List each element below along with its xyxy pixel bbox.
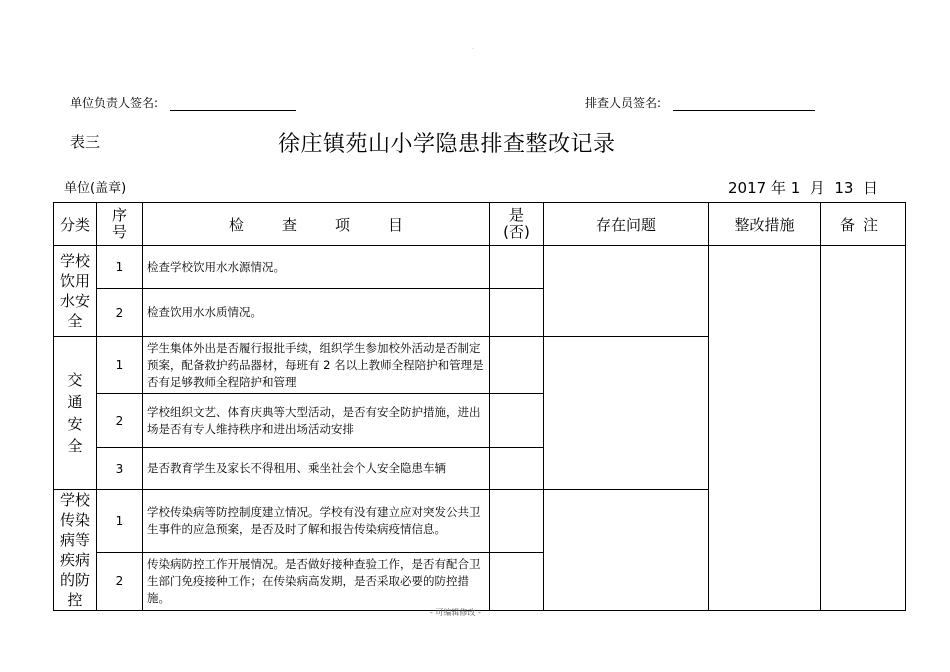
yesno-cell[interactable] [490,289,544,337]
inspector-signature [585,94,815,111]
yesno-cell[interactable] [490,337,544,394]
col-yesno: 是(否) [490,203,544,246]
inspector-signature-label: 排查人员签名: [585,96,662,110]
seq-cell: 3 [97,448,143,490]
category-cell: 交通安全 [54,337,97,490]
inspection-table [53,202,906,611]
col-category: 分类 [54,203,97,246]
col-measure: 整改措施 [709,203,821,246]
responsible-signature-line[interactable] [170,97,296,111]
item-cell: 传染病防控工作开展情况。是否做好接种查验工作，是否有配合卫生部门免疫接种工作；在传染病高发期，是否采取必要的防控措施。 [143,552,490,610]
seq-cell: 1 [97,337,143,394]
col-item: 检查项目 [143,203,490,246]
yesno-cell[interactable] [490,490,544,553]
seq-cell: 1 [97,246,143,289]
table-number: 表三 [70,133,101,151]
item-cell: 是否教育学生及家长不得租用、乘坐社会个人安全隐患车辆 [143,448,490,490]
responsible-signature [70,94,296,111]
col-seq: 序号 [97,203,143,246]
yesno-cell[interactable] [490,246,544,289]
item-cell: 学校组织文艺、体育庆典等大型活动，是否有安全防护措施，进出场是否有专人维持秩序和进出场活动安排 [143,394,490,448]
unit-stamp-label: 单位(盖章) [64,181,127,196]
category-cell: 学校饮用水安全 [54,246,97,337]
yesno-cell[interactable] [490,394,544,448]
category-cell: 学校传染病等疾病的防控 [54,490,97,611]
problem-cell[interactable] [544,246,709,337]
responsible-signature-label: 单位负责人签名: [70,96,159,110]
yesno-cell[interactable] [490,552,544,610]
seq-cell: 2 [97,394,143,448]
page-dot: · [472,46,474,53]
col-problem: 存在问题 [544,203,709,246]
col-remark: 备注 [821,203,906,246]
inspector-signature-line[interactable] [673,97,815,111]
item-cell: 学校传染病等防控制度建立情况。学校有没有建立应对突发公共卫生事件的应急预案，是否及时了解和报告传染病疫情信息。 [143,490,490,553]
item-cell: 检查学校饮用水水源情况。 [143,246,490,289]
seq-cell: 2 [97,552,143,610]
page-footer: - 可编辑修改 - [430,608,481,617]
yesno-cell[interactable] [490,448,544,490]
page-title: 徐庄镇苑山小学隐患排查整改记录 [278,132,616,157]
measure-cell[interactable] [709,246,821,611]
item-cell: 检查饮用水水质情况。 [143,289,490,337]
problem-cell[interactable] [544,337,709,490]
table-header-row [54,203,906,246]
seq-cell: 1 [97,490,143,553]
item-cell: 学生集体外出是否履行报批手续，组织学生参加校外活动是否制定预案，配备救护药品器材，每班有 2 名以上教师全程陪护和管理是否有足够教师全程陪护和管理 [143,337,490,394]
table-row [54,246,906,289]
record-date: 2017 年 1 月 13 日 [728,179,878,197]
remark-cell[interactable] [821,246,906,611]
problem-cell[interactable] [544,490,709,611]
seq-cell: 2 [97,289,143,337]
